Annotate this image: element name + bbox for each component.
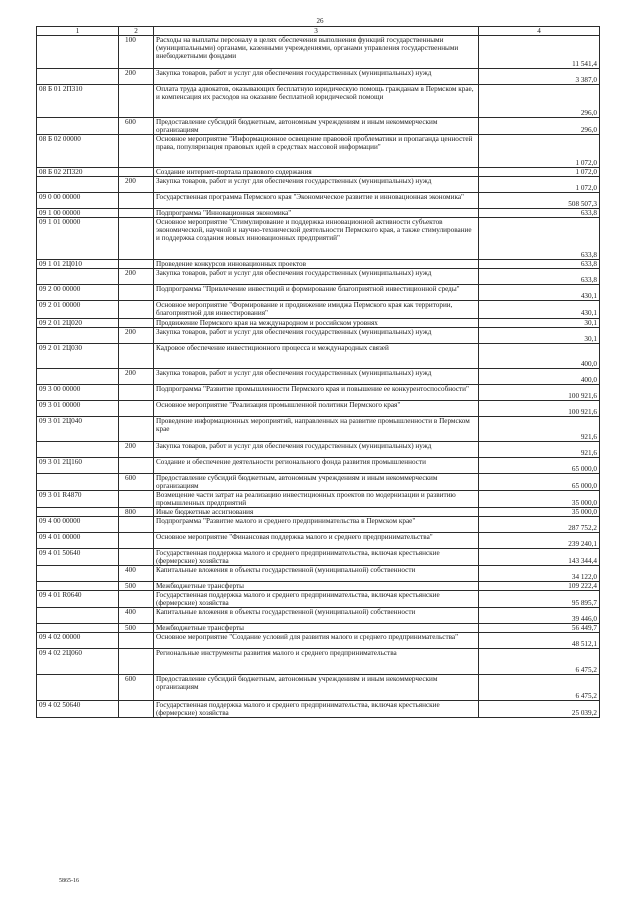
row-code <box>37 675 119 701</box>
row-expense-type: 800 <box>119 507 154 516</box>
row-name: Основное мероприятие "Создание условий для развития малого и среднего предпринимательства" <box>154 633 479 649</box>
row-expense-type: 200 <box>119 368 154 384</box>
header-col-2: 2 <box>119 27 154 36</box>
row-code: 09 3 01 2Ц040 <box>37 416 119 441</box>
row-expense-type: 200 <box>119 269 154 285</box>
row-name: Закупка товаров, работ и услуг для обеспечения государственных (муниципальных) нужд <box>154 441 479 457</box>
table-row <box>37 400 600 416</box>
row-expense-type: 200 <box>119 441 154 457</box>
row-name: Региональные инструменты развития малого и среднего предпринимательства <box>154 649 479 675</box>
row-amount: 400,0 <box>479 368 600 384</box>
budget-table-body <box>37 27 600 718</box>
table-row <box>37 490 600 507</box>
row-name: Проведение информационных мероприятий, направленных на развитие промышленности в Пермском крае <box>154 416 479 441</box>
row-name: Оплата труда адвокатов, оказывающих бесплатную юридическую помощь гражданам в Пермском крае, и компенсация их расходов на оказание бесплатной юридической помощи <box>154 85 479 118</box>
row-name: Государственная программа Пермского края "Экономическое развитие и инновационная экономика" <box>154 193 479 209</box>
row-name: Предоставление субсидий бюджетным, автономным учреждениям и иным некоммерческим организациям <box>154 675 479 701</box>
row-name: Государственная поддержка малого и среднего предпринимательства, включая крестьянские (фермерские) хозяйства <box>154 701 479 718</box>
row-code: 09 3 01 R4870 <box>37 490 119 507</box>
header-row <box>37 27 600 36</box>
row-code <box>37 177 119 193</box>
row-expense-type <box>119 343 154 368</box>
header-col-1: 1 <box>37 27 119 36</box>
table-row <box>37 457 600 473</box>
row-code <box>37 473 119 490</box>
row-amount: 400,0 <box>479 343 600 368</box>
budget-table <box>36 26 600 718</box>
row-code: 09 3 00 00000 <box>37 384 119 400</box>
row-code: 09 2 01 2Ц020 <box>37 318 119 327</box>
row-name: Основное мероприятие "Информационное освещение правовой проблематики и пропаганда ценностей права, популяризация правовых идей в средствах массовой информации" <box>154 135 479 168</box>
row-amount: 143 344,4 <box>479 548 600 565</box>
table-row <box>37 368 600 384</box>
row-expense-type <box>119 135 154 168</box>
row-amount: 1 072,0 <box>479 168 600 177</box>
row-expense-type: 600 <box>119 473 154 490</box>
row-code: 09 2 01 2Ц030 <box>37 343 119 368</box>
row-name: Закупка товаров, работ и услуг для обеспечения государственных (муниципальных) нужд <box>154 269 479 285</box>
table-row <box>37 516 600 532</box>
row-amount: 100 921,6 <box>479 400 600 416</box>
row-amount: 633,8 <box>479 218 600 260</box>
table-row <box>37 649 600 675</box>
row-amount: 1 072,0 <box>479 177 600 193</box>
row-code: 09 0 00 00000 <box>37 193 119 209</box>
table-row <box>37 260 600 269</box>
row-amount: 100 921,6 <box>479 384 600 400</box>
row-name: Кадровое обеспечение инвестиционного процесса и международных связей <box>154 343 479 368</box>
table-row <box>37 473 600 490</box>
row-code <box>37 624 119 633</box>
table-row <box>37 327 600 343</box>
row-name: Предоставление субсидий бюджетным, автономным учреждениям и иным некоммерческим организациям <box>154 473 479 490</box>
row-name: Капитальные вложения в объекты государственной (муниципальной) собственности <box>154 566 479 582</box>
table-row <box>37 624 600 633</box>
table-row <box>37 507 600 516</box>
row-code <box>37 269 119 285</box>
row-expense-type <box>119 516 154 532</box>
row-name: Возмещение части затрат на реализацию инвестиционных проектов по модернизации и развитию промышленных предприятий <box>154 490 479 507</box>
page-number: 26 <box>316 17 324 25</box>
table-row <box>37 36 600 69</box>
row-amount: 430,1 <box>479 301 600 318</box>
row-name: Закупка товаров, работ и услуг для обеспечения государственных (муниципальных) нужд <box>154 177 479 193</box>
row-code <box>37 582 119 591</box>
row-amount: 287 752,2 <box>479 516 600 532</box>
row-code: 09 4 02 2Ц060 <box>37 649 119 675</box>
row-amount: 430,1 <box>479 285 600 301</box>
row-code: 09 4 01 50640 <box>37 548 119 565</box>
row-expense-type <box>119 260 154 269</box>
table-row <box>37 532 600 548</box>
row-expense-type: 400 <box>119 608 154 624</box>
table-row <box>37 548 600 565</box>
row-name: Основное мероприятие "Стимулирование и поддержка инновационной активности субъектов экономической, научной и научно-технической деятельности Пермского края, а также стимулирование и поддержка создания новых инновационных предприятий" <box>154 218 479 260</box>
table-row <box>37 416 600 441</box>
row-name: Основное мероприятие "Реализация промышленной политики Пермского края" <box>154 400 479 416</box>
row-expense-type: 500 <box>119 624 154 633</box>
table-row <box>37 269 600 285</box>
row-expense-type: 600 <box>119 675 154 701</box>
row-amount: 48 512,1 <box>479 633 600 649</box>
table-row <box>37 285 600 301</box>
row-name: Государственная поддержка малого и среднего предпринимательства, включая крестьянские (фермерские) хозяйства <box>154 548 479 565</box>
row-expense-type <box>119 633 154 649</box>
row-code <box>37 36 119 69</box>
row-amount: 239 240,1 <box>479 532 600 548</box>
table-row <box>37 633 600 649</box>
row-code: 09 4 01 00000 <box>37 532 119 548</box>
row-amount: 296,0 <box>479 118 600 135</box>
table-row <box>37 301 600 318</box>
row-expense-type <box>119 168 154 177</box>
row-expense-type <box>119 457 154 473</box>
row-name: Межбюджетные трансферты <box>154 582 479 591</box>
row-code: 09 4 02 50640 <box>37 701 119 718</box>
row-amount: 1 072,0 <box>479 135 600 168</box>
header-col-4: 4 <box>479 27 600 36</box>
row-code: 08 Б 02 2П320 <box>37 168 119 177</box>
table-row <box>37 384 600 400</box>
table-row <box>37 591 600 608</box>
row-expense-type <box>119 416 154 441</box>
row-name: Предоставление субсидий бюджетным, автономным учреждениям и иным некоммерческим организациям <box>154 118 479 135</box>
row-name: Создание и обеспечение деятельности регионального фонда развития промышленности <box>154 457 479 473</box>
table-row <box>37 343 600 368</box>
row-name: Основное мероприятие "Финансовая поддержка малого и среднего предпринимательства" <box>154 532 479 548</box>
row-expense-type: 500 <box>119 582 154 591</box>
row-name: Расходы на выплаты персоналу в целях обеспечения выполнения функций государственными (муниципальными) органами, казенными учреждениями, органами управления государственными внебюджетными фондами <box>154 36 479 69</box>
row-expense-type <box>119 318 154 327</box>
row-code <box>37 327 119 343</box>
row-expense-type <box>119 218 154 260</box>
row-name: Закупка товаров, работ и услуг для обеспечения государственных (муниципальных) нужд <box>154 368 479 384</box>
row-expense-type <box>119 548 154 565</box>
row-name: Подпрограмма "Развитие промышленности Пермского края и повышение ее конкурентоспособности" <box>154 384 479 400</box>
row-amount: 30,1 <box>479 327 600 343</box>
row-expense-type <box>119 193 154 209</box>
row-expense-type: 200 <box>119 177 154 193</box>
row-expense-type <box>119 591 154 608</box>
table-row <box>37 193 600 209</box>
row-code: 09 2 01 00000 <box>37 301 119 318</box>
row-name: Проведение конкурсов инновационных проектов <box>154 260 479 269</box>
header-col-3: 3 <box>154 27 479 36</box>
row-expense-type: 400 <box>119 566 154 582</box>
row-amount: 25 039,2 <box>479 701 600 718</box>
table-row <box>37 85 600 118</box>
row-amount: 921,6 <box>479 441 600 457</box>
row-amount: 35 000,0 <box>479 507 600 516</box>
row-code: 09 3 01 2Ц160 <box>37 457 119 473</box>
row-code: 09 3 01 00000 <box>37 400 119 416</box>
row-amount: 65 000,0 <box>479 473 600 490</box>
row-name: Межбюджетные трансферты <box>154 624 479 633</box>
row-amount: 35 000,0 <box>479 490 600 507</box>
table-row <box>37 177 600 193</box>
row-amount: 633,8 <box>479 269 600 285</box>
table-row <box>37 218 600 260</box>
row-code <box>37 69 119 85</box>
row-amount: 921,6 <box>479 416 600 441</box>
table-row <box>37 69 600 85</box>
row-name: Основное мероприятие "Формирование и продвижение имиджа Пермского края как территории, благоприятной для инвестирования" <box>154 301 479 318</box>
row-amount: 296,0 <box>479 85 600 118</box>
row-expense-type <box>119 85 154 118</box>
row-code: 09 4 01 R0640 <box>37 591 119 608</box>
row-code: 09 1 01 00000 <box>37 218 119 260</box>
row-expense-type: 100 <box>119 36 154 69</box>
table-row <box>37 701 600 718</box>
row-amount: 34 122,0 <box>479 566 600 582</box>
row-code: 09 4 00 00000 <box>37 516 119 532</box>
table-row <box>37 441 600 457</box>
row-expense-type <box>119 532 154 548</box>
row-code: 08 Б 02 00000 <box>37 135 119 168</box>
row-amount: 30,1 <box>479 318 600 327</box>
row-code <box>37 441 119 457</box>
row-name: Иные бюджетные ассигнования <box>154 507 479 516</box>
row-amount: 6 475,2 <box>479 675 600 701</box>
row-expense-type <box>119 490 154 507</box>
row-amount: 633,8 <box>479 209 600 218</box>
row-name: Подпрограмма "Развитие малого и среднего предпринимательства в Пермском крае" <box>154 516 479 532</box>
row-expense-type <box>119 301 154 318</box>
row-expense-type: 200 <box>119 69 154 85</box>
row-code: 09 2 00 00000 <box>37 285 119 301</box>
table-row <box>37 118 600 135</box>
row-amount: 56 449,7 <box>479 624 600 633</box>
row-amount: 95 895,7 <box>479 591 600 608</box>
row-amount: 6 475,2 <box>479 649 600 675</box>
row-code <box>37 507 119 516</box>
table-row <box>37 209 600 218</box>
row-name: Продвижение Пермского края на международном и российском уровнях <box>154 318 479 327</box>
row-amount: 65 000,0 <box>479 457 600 473</box>
row-expense-type <box>119 285 154 301</box>
table-row <box>37 582 600 591</box>
row-amount: 39 446,0 <box>479 608 600 624</box>
row-code <box>37 118 119 135</box>
row-code <box>37 608 119 624</box>
row-amount: 633,8 <box>479 260 600 269</box>
table-row <box>37 135 600 168</box>
table-row <box>37 675 600 701</box>
row-expense-type <box>119 209 154 218</box>
row-name: Подпрограмма "Привлечение инвестиций и формирование благоприятной инвестиционной среды" <box>154 285 479 301</box>
row-code: 09 1 00 00000 <box>37 209 119 218</box>
row-expense-type: 200 <box>119 327 154 343</box>
row-expense-type <box>119 400 154 416</box>
table-row <box>37 566 600 582</box>
row-code <box>37 368 119 384</box>
row-expense-type <box>119 649 154 675</box>
row-name: Закупка товаров, работ и услуг для обеспечения государственных (муниципальных) нужд <box>154 69 479 85</box>
row-name: Капитальные вложения в объекты государственной (муниципальной) собственности <box>154 608 479 624</box>
row-code: 09 4 02 00000 <box>37 633 119 649</box>
table-row <box>37 168 600 177</box>
footer-code: 5865-16 <box>59 878 79 884</box>
table-row <box>37 608 600 624</box>
row-expense-type <box>119 701 154 718</box>
row-name: Государственная поддержка малого и среднего предпринимательства, включая крестьянские (фермерские) хозяйства <box>154 591 479 608</box>
row-code <box>37 566 119 582</box>
row-amount: 508 507,3 <box>479 193 600 209</box>
table-row <box>37 318 600 327</box>
row-code: 08 Б 01 2П310 <box>37 85 119 118</box>
row-name: Закупка товаров, работ и услуг для обеспечения государственных (муниципальных) нужд <box>154 327 479 343</box>
row-amount: 3 387,0 <box>479 69 600 85</box>
row-amount: 109 222,4 <box>479 582 600 591</box>
row-code: 09 1 01 2Ц010 <box>37 260 119 269</box>
row-amount: 11 541,4 <box>479 36 600 69</box>
row-name: Создание интернет-портала правового содержания <box>154 168 479 177</box>
row-expense-type: 600 <box>119 118 154 135</box>
row-expense-type <box>119 384 154 400</box>
row-name: Подпрограмма "Инновационная экономика" <box>154 209 479 218</box>
